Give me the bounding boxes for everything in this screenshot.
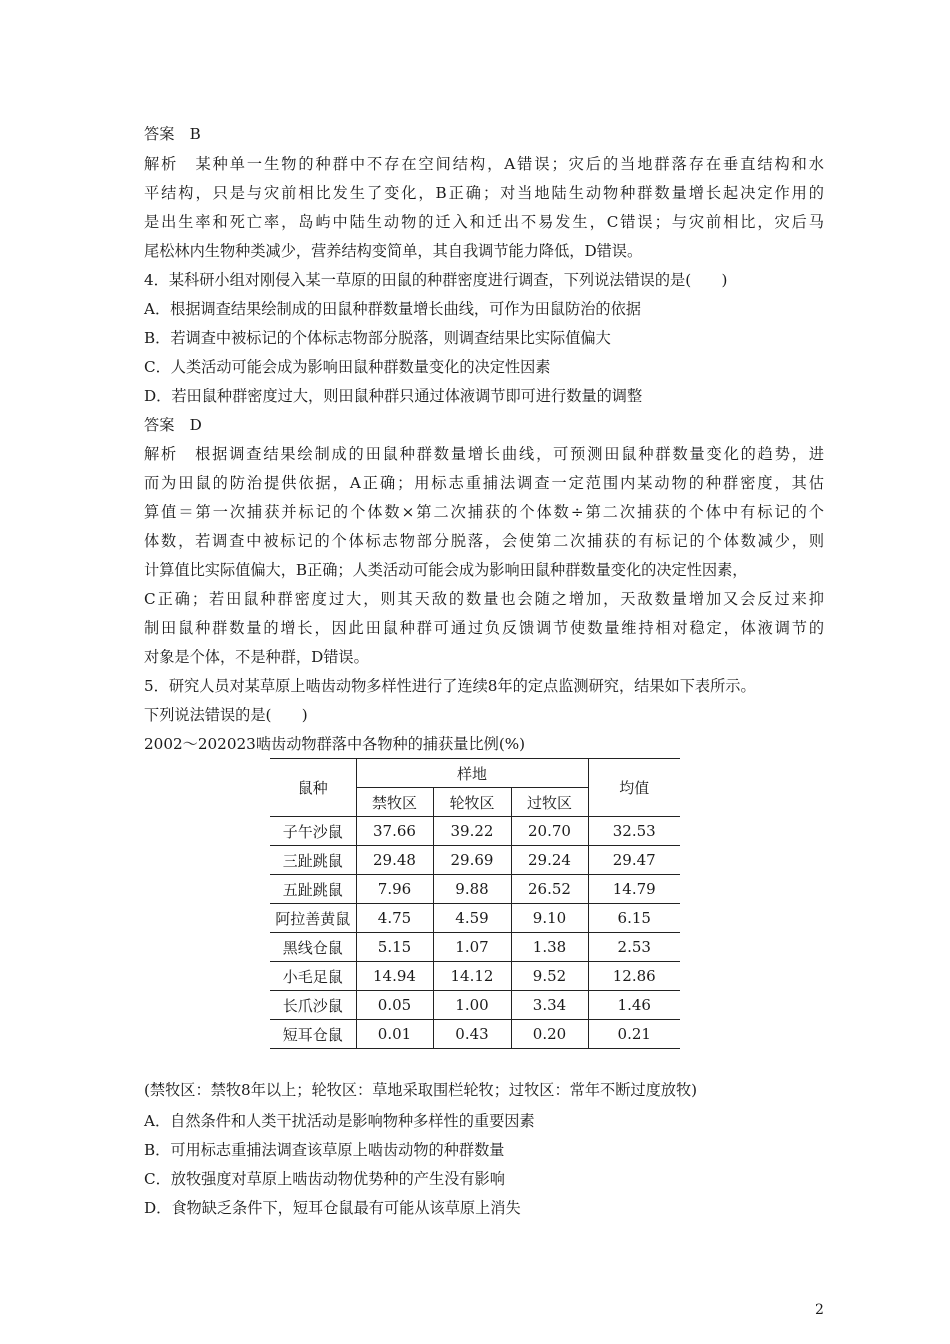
value-cell: 0.05 xyxy=(356,991,433,1020)
species-name: 子午沙鼠 xyxy=(270,817,356,846)
value-cell: 6.15 xyxy=(588,904,680,933)
value-cell: 29.48 xyxy=(356,846,433,875)
value-cell: 5.15 xyxy=(356,933,433,962)
analysis-line: C正确；若田鼠种群密度过大，则其天敌的数量也会随之增加，天敌数量增加又会反过来抑 xyxy=(144,590,824,608)
answer-line-q3: 答案 B xyxy=(144,125,201,143)
value-cell: 4.75 xyxy=(356,904,433,933)
value-cell: 9.52 xyxy=(511,962,588,991)
value-cell: 0.01 xyxy=(356,1020,433,1049)
value-cell: 26.52 xyxy=(511,875,588,904)
analysis-line: 对象是个体，不是种群，D错误。 xyxy=(144,648,369,666)
question-5-stem: 下列说法错误的是( ) xyxy=(144,706,308,724)
value-cell: 1.38 xyxy=(511,933,588,962)
species-name: 长爪沙鼠 xyxy=(270,991,356,1020)
analysis-line: 尾松林内生物种类减少，营养结构变简单，其自我调节能力降低，D错误。 xyxy=(144,242,643,260)
header-rotation: 轮牧区 xyxy=(433,788,511,817)
value-cell: 32.53 xyxy=(588,817,680,846)
species-name: 黑线仓鼠 xyxy=(270,933,356,962)
value-cell: 0.21 xyxy=(588,1020,680,1049)
value-cell: 7.96 xyxy=(356,875,433,904)
value-cell: 14.79 xyxy=(588,875,680,904)
value-cell: 0.20 xyxy=(511,1020,588,1049)
value-cell: 3.34 xyxy=(511,991,588,1020)
value-cell: 12.86 xyxy=(588,962,680,991)
header-plot: 样地 xyxy=(356,759,588,788)
option-a: A．自然条件和人类干扰活动是影响物种多样性的重要因素 xyxy=(144,1112,535,1130)
value-cell: 9.88 xyxy=(433,875,511,904)
value-cell: 1.07 xyxy=(433,933,511,962)
header-mean: 均值 xyxy=(588,759,680,817)
value-cell: 0.43 xyxy=(433,1020,511,1049)
value-cell: 37.66 xyxy=(356,817,433,846)
table-caption: 2002～202023啮齿动物群落中各物种的捕获量比例(%) xyxy=(144,735,526,753)
question-5-stem: 5．研究人员对某草原上啮齿动物多样性进行了连续8年的定点监测研究，结果如下表所示。 xyxy=(144,677,756,695)
analysis-line: 平结构，只是与灾前相比发生了变化，B正确；对当地陆生动物种群数量增长起决定作用的 xyxy=(144,184,824,202)
question-4-stem: 4．某科研小组对刚侵入某一草原的田鼠的种群密度进行调查，下列说法错误的是( ) xyxy=(144,271,728,289)
table-note: (禁牧区：禁牧8年以上；轮牧区：草地采取围栏轮牧；过牧区：常年不断过度放牧) xyxy=(144,1081,698,1099)
species-name: 短耳仓鼠 xyxy=(270,1020,356,1049)
header-overgrazing: 过牧区 xyxy=(511,788,588,817)
option-d: D．食物缺乏条件下，短耳仓鼠最有可能从该草原上消失 xyxy=(144,1199,521,1217)
option-c: C．人类活动可能会成为影响田鼠种群数量变化的决定性因素 xyxy=(144,358,551,376)
species-name: 阿拉善黄鼠 xyxy=(270,904,356,933)
value-cell: 14.94 xyxy=(356,962,433,991)
option-d: D．若田鼠种群密度过大，则田鼠种群只通过体液调节即可进行数量的调整 xyxy=(144,387,643,405)
analysis-line: 而为田鼠的防治提供依据，A正确；用标志重捕法调查一定范围内某动物的种群密度，其估 xyxy=(144,474,824,492)
value-cell: 1.00 xyxy=(433,991,511,1020)
value-cell: 29.47 xyxy=(588,846,680,875)
analysis-line: 是出生率和死亡率，岛屿中陆生动物的迁入和迁出不易发生，C错误；与灾前相比，灾后马 xyxy=(144,213,824,231)
species-name: 三趾跳鼠 xyxy=(270,846,356,875)
option-b: B．可用标志重捕法调查该草原上啮齿动物的种群数量 xyxy=(144,1141,505,1159)
analysis-line: 解析 某种单一生物的种群中不存在空间结构，A错误；灾后的当地群落存在垂直结构和水 xyxy=(144,155,824,173)
value-cell: 29.69 xyxy=(433,846,511,875)
value-cell: 4.59 xyxy=(433,904,511,933)
capture-ratio-table xyxy=(270,758,680,1049)
value-cell: 2.53 xyxy=(588,933,680,962)
header-species: 鼠种 xyxy=(270,759,356,817)
analysis-line: 计算值比实际值偏大，B正确；人类活动可能会成为影响田鼠种群数量变化的决定性因素， xyxy=(144,561,748,579)
page-number: 2 xyxy=(815,1302,824,1318)
analysis-line: 解析 根据调查结果绘制成的田鼠种群数量增长曲线，可预测田鼠种群数量变化的趋势，进 xyxy=(144,445,824,463)
header-no-grazing: 禁牧区 xyxy=(356,788,433,817)
value-cell: 39.22 xyxy=(433,817,511,846)
species-name: 小毛足鼠 xyxy=(270,962,356,991)
value-cell: 9.10 xyxy=(511,904,588,933)
analysis-line: 体数，若调查中被标记的个体标志物部分脱落，会使第二次捕获的有标记的个体数减少，则 xyxy=(144,532,824,550)
analysis-line: 制田鼠种群数量的增长，因此田鼠种群可通过负反馈调节使数量维持相对稳定，体液调节的 xyxy=(144,619,824,637)
species-name: 五趾跳鼠 xyxy=(270,875,356,904)
value-cell: 1.46 xyxy=(588,991,680,1020)
value-cell: 29.24 xyxy=(511,846,588,875)
option-c: C．放牧强度对草原上啮齿动物优势种的产生没有影响 xyxy=(144,1170,505,1188)
answer-line-q4: 答案 D xyxy=(144,416,202,434)
value-cell: 14.12 xyxy=(433,962,511,991)
value-cell: 20.70 xyxy=(511,817,588,846)
analysis-line: 算值＝第一次捕获并标记的个体数×第二次捕获的个体数÷第二次捕获的个体中有标记的个 xyxy=(144,503,824,521)
option-b: B．若调查中被标记的个体标志物部分脱落，则调查结果比实际值偏大 xyxy=(144,329,611,347)
option-a: A．根据调查结果绘制成的田鼠种群数量增长曲线，可作为田鼠防治的依据 xyxy=(144,300,641,318)
